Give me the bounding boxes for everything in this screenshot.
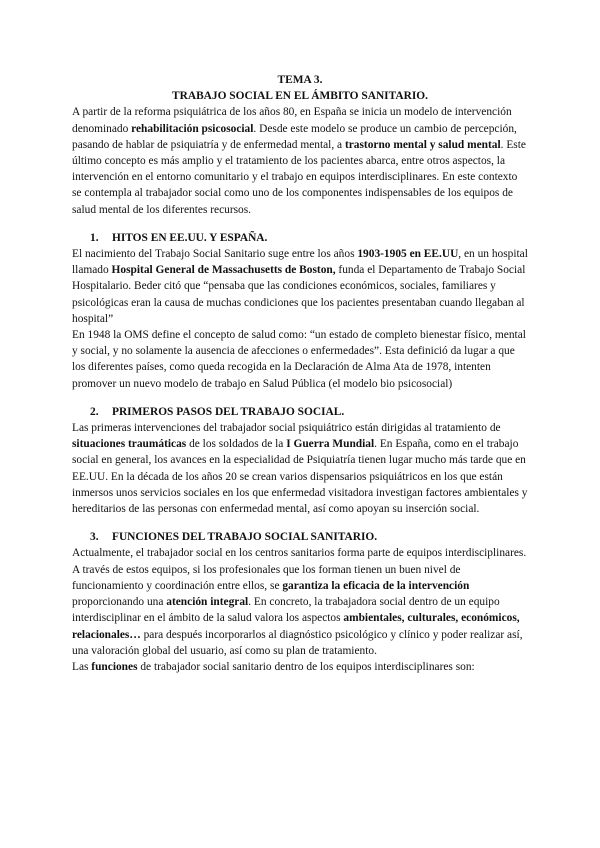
section-1-title: HITOS EN EE.UU. Y ESPAÑA.: [112, 231, 268, 244]
s3-p2-text-2: de trabajador social sanitario dentro de los equipos interdisciplinares son:: [137, 660, 475, 673]
section-1-paragraph-2: En 1948 la OMS define el concepto de salud como: “un estado de completo bienestar físico, mental y social, y no solamente la ausencia de afecciones o enfermedades”. Esta definició da lugar a que los diferentes países, como queda recogida en la Declaración de Alma Ata de 1978, intenten promover un nuevo modelo de trabajo en Salud Pública (el modelo bio psicosocial): [72, 329, 526, 390]
s2-bold-1: situaciones traumáticas: [72, 438, 187, 451]
s3-p2-bold-1: funciones: [91, 660, 138, 673]
document-title-number: TEMA 3.: [277, 74, 323, 86]
s2-text-2: de los soldados de la: [186, 438, 287, 451]
section-2-paragraph: [72, 420, 528, 517]
s3-text-2: proporcionando una: [72, 596, 167, 609]
section-1-paragraph-1: [72, 246, 528, 327]
s3-text-3: . En concreto, la trabajadora social dentro de un equipo interdisciplinar en el ámbito de la salud valora los aspectos: [72, 596, 500, 625]
intro-bold-2: trastorno mental y salud mental: [344, 138, 501, 151]
s1-bold-1: 1903-1905 en EE.UU: [357, 248, 459, 261]
s3-p2-text-1: Las: [72, 660, 92, 673]
s3-text-4: para después incorporarlos al diagnóstico psicológico y clínico y poder realizar así, una valoración global del usuario, así como su plan de tratamiento.: [72, 628, 523, 657]
section-3-number: 3.: [90, 531, 99, 544]
document-page: [72, 72, 528, 675]
s1-text-1: El nacimiento del Trabajo Social Sanitario suge entre los años: [72, 248, 358, 261]
section-3-paragraph-2: [72, 659, 528, 675]
intro-bold-1: rehabilitación psicosocial: [131, 122, 254, 135]
section-3-paragraph-1: [72, 545, 528, 658]
section-1-number: 1.: [90, 231, 99, 244]
section-3-heading: [72, 529, 528, 545]
s2-text-1: Las primeras intervenciones del trabajador social psiquiátrico están dirigidas al tratamiento de: [72, 422, 501, 435]
s3-bold-2: atención integral: [166, 596, 249, 609]
s2-bold-2: I Guerra Mundial: [286, 438, 375, 451]
s1-text-3: funda el Departamento de Trabajo Social Hospitalario. Beder citó que “pensaba que las condiciones económicos, sociales, familiares y psicológicas eran la causa de muchas condiciones que los pacientes presentaban cuando llegaban al hospital”: [72, 264, 526, 325]
s3-bold-1: garantiza la eficacia de la intervención: [282, 579, 470, 592]
s1-bold-2: Hospital General de Massachusetts de Boston,: [111, 264, 336, 277]
s2-text-3: . En España, como en el trabajo social en general, los avances en la especialidad de Psiquiatría tienen lugar mucho más tarde que en EE.UU. En la década de los años 20 se crean varios dispensarios psiquiátricos en los que están inmersos unos servicios sociales en los que enfermedad visitadora investigan factores ambientales y hereditarios de las personas con enfermedad mental, así como apoyan su inserción social.: [72, 438, 528, 516]
intro-text-2: . Desde este modelo se produce un cambio de percepción, pasando de hablar de psiquiatría y de enfermedad mental, a: [72, 122, 517, 151]
section-1-heading: [72, 230, 528, 246]
s3-text-1: Actualmente, el trabajador social en los centros sanitarios forma parte de equipos interdisciplinares. A través de estos equipos, si los profesionales que los forman tienen un buen nivel de funcionamiento y coordinación entre ellos, se: [72, 547, 527, 592]
intro-text-3: . Este último concepto es más amplio y el tratamiento de los pacientes abarca, entre otros aspectos, la intervención en el entorno comunitario y el trabajo en equipos interdisciplinares. En este contexto se contempla al trabajador social como uno de los componentes indispensables de los equipos de salud mental de los diferentes recursos.: [72, 138, 526, 216]
s1-text-2: , en un hospital llamado: [72, 248, 528, 277]
document-title: TRABAJO SOCIAL EN EL ÁMBITO SANITARIO.: [172, 90, 428, 103]
intro-text-1: A partir de la reforma psiquiátrica de los años 80, en España se inicia un modelo de intervención denominado: [72, 106, 512, 135]
s3-bold-3: ambientales, culturales, económicos, relacionales…: [72, 612, 520, 641]
section-2-number: 2.: [90, 405, 99, 418]
section-2-title: PRIMEROS PASOS DEL TRABAJO SOCIAL.: [112, 405, 345, 418]
intro-paragraph: [72, 104, 528, 217]
section-2-heading: [72, 404, 528, 420]
section-3-title: FUNCIONES DEL TRABAJO SOCIAL SANITARIO.: [112, 531, 378, 544]
